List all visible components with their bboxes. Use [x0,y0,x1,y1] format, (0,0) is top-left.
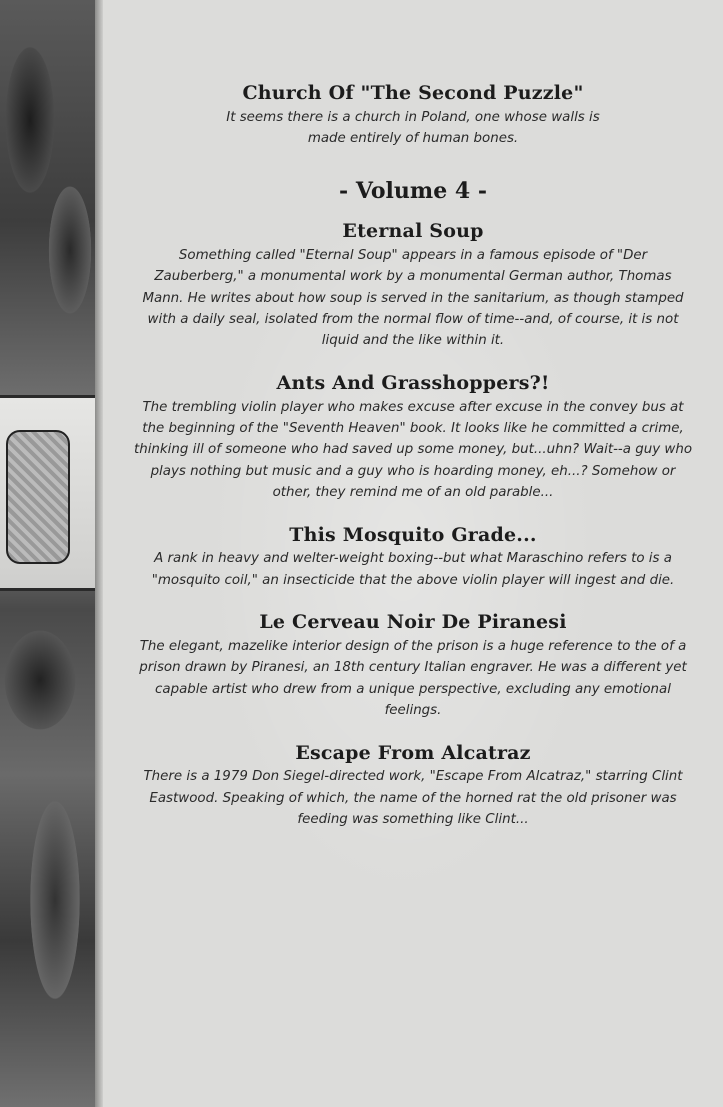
note-body: Something called "Eternal Soup" appears in a famous episode of "Der Zauberberg," a monumental work by a monumental German author, Thomas Mann. He writes about how soup is served in the sanitarium, as though stamped with a daily seal, isolated from the normal flow of time--and, of course, it is not liquid and the like within it. [142,247,684,349]
note-heading: Le Cerveau Noir De Piranesi [259,611,567,634]
note-heading: This Mosquito Grade... [289,523,537,546]
note-heading: Escape From Alcatraz [295,741,531,764]
note-section [133,82,693,150]
book-spine [95,0,103,1107]
notes-content [133,82,693,851]
note-body: A rank in heavy and welter-weight boxing--but what Maraschino refers to is a "mosquito coil," an insecticide that the above violin player will ingest and die. [151,551,675,588]
note-heading: Ants And Grasshoppers?! [276,371,550,394]
note-body: The trembling violin player who makes excuse after excuse in the convey bus at the beginning of the "Seventh Heaven" book. It looks like he committed a crime, thinking ill of someone who had saved up some money, but...uhn? Wait--a guy who plays nothing but music and a guy who is hoarding money, eh...? Somehow or other, they remind me of an old parable... [133,399,693,501]
note-heading: Eternal Soup [342,220,484,242]
manga-speech-bubble [6,430,70,564]
note-section [133,220,693,352]
volume-title: - Volume 4 - [339,177,487,204]
note-section [133,372,693,504]
note-heading: Church Of "The Second Puzzle" [242,82,584,104]
volume-divider [133,178,693,204]
note-body: There is a 1979 Don Siegel-directed work, "Escape From Alcatraz," starring Clint Eastwood. Speaking of which, the name of the horned rat the old prisoner was feeding was something like Clint... [143,769,683,828]
note-body: The elegant, mazelike interior design of the prison is a huge reference to the of a prison drawn by Piranesi, an 18th century Italian engraver. He was a different yet capable artist who drew from a unique perspective, excluding any emotional feelings. [139,639,687,719]
notes-page [103,0,723,1107]
note-section [133,742,693,831]
note-section [133,524,693,592]
note-section [133,611,693,721]
note-body: It seems there is a church in Poland, one whose walls is made entirely of human bones. [226,109,600,147]
